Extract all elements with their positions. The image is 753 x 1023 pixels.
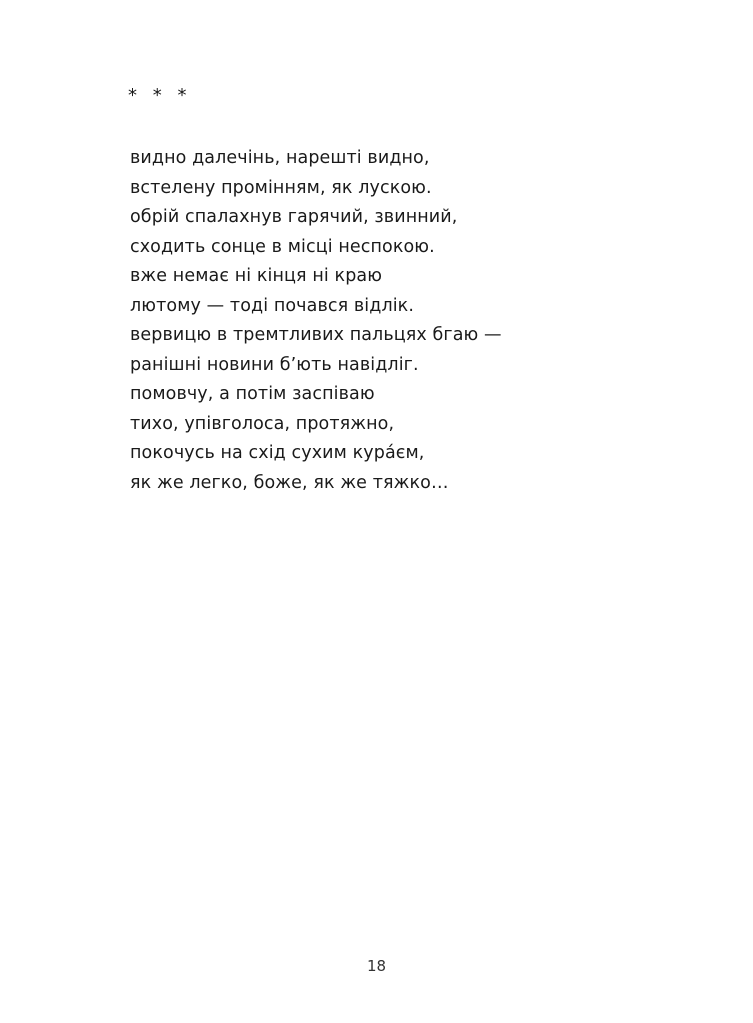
poem-line: тихо, упівголоса, протяжно,: [130, 413, 395, 434]
page-number: 18: [366, 957, 387, 975]
poem-line: встелену промінням, як лускою.: [130, 177, 432, 198]
poem-line: обрій спалахнув гарячий, звинний,: [130, 207, 458, 227]
poem-line: сходить сонце в місці неспокою.: [130, 236, 435, 257]
poem-line: як же легко, боже, як же тяжко…: [130, 472, 449, 493]
poem-line: лютому — тоді почався відлік.: [130, 295, 415, 316]
poem-line: вервицю в тремтливих пальцях бгаю —: [130, 325, 502, 345]
poem-line: ранішні новини б’ють навідліг.: [130, 354, 419, 375]
poem-line: помовчу, а потім заспіваю: [130, 384, 375, 404]
poem-line: вже немає ні кінця ні краю: [130, 266, 383, 286]
section-separator: * * *: [128, 85, 187, 106]
poem-line: видно далечінь, нарешті видно,: [130, 148, 430, 168]
poem-text: [130, 144, 690, 498]
poem-line: покочусь на схід сухим курáєм,: [130, 443, 425, 463]
